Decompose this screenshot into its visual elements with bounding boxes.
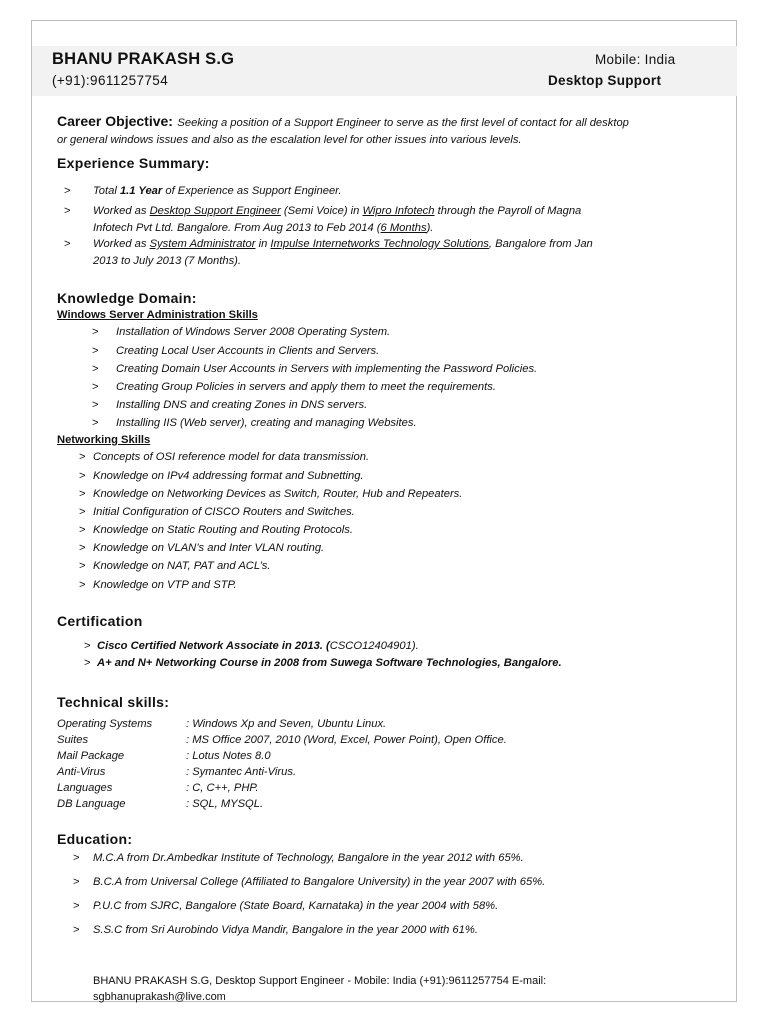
exp2-text2: (Semi Voice) in <box>280 205 363 217</box>
phone-number: (+91):9611257754 <box>52 73 169 88</box>
exp1-text: Total <box>93 185 120 197</box>
certification-title: Certification <box>57 613 143 629</box>
exp2-text3: through the Payroll of Magna <box>434 205 582 217</box>
windows-skills-title: Windows Server Administration Skills <box>57 309 258 321</box>
bullet-icon: > <box>92 326 99 338</box>
education-title: Education: <box>57 831 133 847</box>
cert2-title: A+ and N+ Networking Course in 2008 from Suwega Software Technologies, Bangalore. <box>97 657 562 669</box>
exp3-text: Worked as <box>93 238 150 250</box>
bullet-icon: > <box>73 852 80 864</box>
mobile-label: Mobile: India <box>595 52 676 67</box>
exp1-years: 1.1 Year <box>119 185 163 197</box>
bullet-icon: > <box>73 900 80 912</box>
exp2-role: Desktop Support Engineer <box>149 205 281 217</box>
footer-email: sgbhanuprakash@live.com <box>93 991 226 1003</box>
bullet-icon: > <box>79 560 86 572</box>
exp3-line2: 2013 to July 2013 (7 Months). <box>93 255 242 267</box>
bullet-icon: > <box>79 542 86 554</box>
exp3-company: Impulse Internetworks Technology Solutions <box>270 238 489 250</box>
career-objective-line2: or general windows issues and also as the escalation level for other issues into various levels. <box>57 134 522 146</box>
bullet-icon: > <box>79 488 86 500</box>
bullet-icon: > <box>79 579 86 591</box>
exp3-role: System Administrator <box>149 238 256 250</box>
career-objective-title: Career Objective: <box>57 113 173 129</box>
bullet-icon: > <box>92 363 99 375</box>
bullet-icon: > <box>73 876 80 888</box>
exp3-text2: in <box>255 238 271 250</box>
cert1-title: Cisco Certified Network Associate in 2013. ( <box>97 640 330 652</box>
bullet-icon: > <box>92 345 99 357</box>
bullet-icon: > <box>84 640 91 652</box>
page-footer <box>93 973 546 1005</box>
bullet-icon: > <box>92 381 99 393</box>
networking-skills-title: Networking Skills <box>57 434 151 446</box>
bullet-icon: > <box>92 417 99 429</box>
bullet-icon: > <box>79 451 86 463</box>
bullet-icon: > <box>64 238 71 250</box>
candidate-name: BHANU PRAKASH S.G <box>52 50 235 68</box>
bullet-icon: > <box>64 185 71 197</box>
bullet-icon: > <box>79 470 86 482</box>
exp1-rest: of Experience as Support Engineer. <box>162 185 342 197</box>
footer-line1: BHANU PRAKASH S.G, Desktop Support Engineer - Mobile: India (+91):9611257754 E-mail: <box>93 975 547 987</box>
exp2-text: Worked as <box>93 205 150 217</box>
bullet-icon: > <box>64 205 71 217</box>
bullet-icon: > <box>92 399 99 411</box>
exp2-line2: Infotech Pvt Ltd. Bangalore. From Aug 2013 to Feb 2014 ( <box>93 222 381 234</box>
exp2-company: Wipro Infotech <box>362 205 435 217</box>
job-role: Desktop Support <box>548 73 662 88</box>
career-objective <box>57 113 725 148</box>
exp3-text3: , Bangalore from Jan <box>488 238 593 250</box>
bullet-icon: > <box>79 524 86 536</box>
knowledge-title: Knowledge Domain: <box>57 290 197 306</box>
bullet-icon: > <box>79 506 86 518</box>
cert1-id: CSCO12404901). <box>329 640 419 652</box>
experience-title: Experience Summary: <box>57 155 210 171</box>
bullet-icon: > <box>84 657 91 669</box>
exp2-line2-end: ). <box>426 222 434 234</box>
career-objective-line1: Seeking a position of a Support Engineer to serve as the first level of contact for all desktop <box>177 117 629 129</box>
exp2-duration: 6 Months <box>380 222 427 234</box>
bullet-icon: > <box>73 924 80 936</box>
technical-skills-title: Technical skills: <box>57 694 170 710</box>
